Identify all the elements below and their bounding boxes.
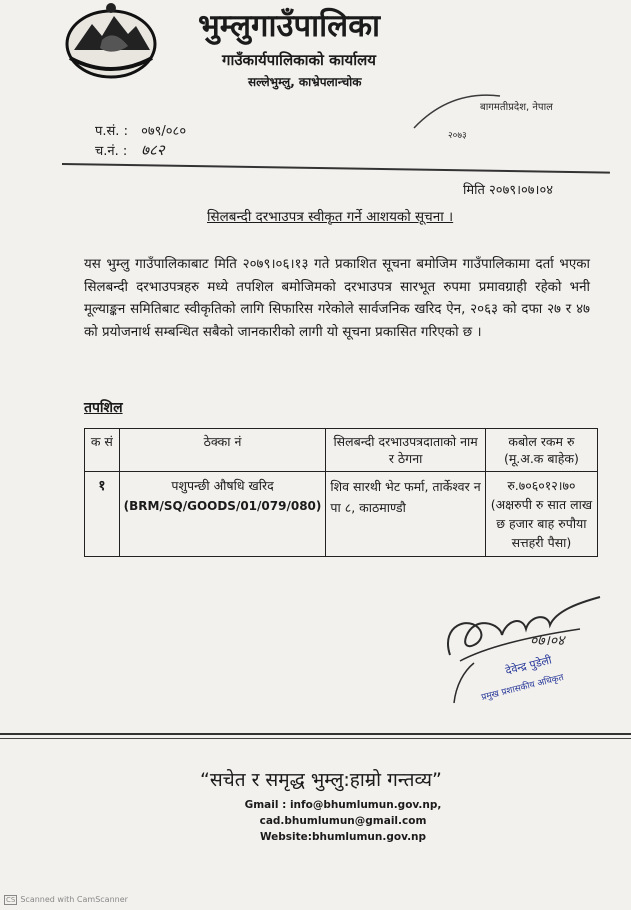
col-contract-header: ठेक्का नं — [119, 429, 326, 472]
nepal-emblem-logo — [62, 0, 160, 80]
ref-ps-label: प.सं. : — [95, 124, 128, 139]
row-bidder: शिव सारथी भेट फर्मा, तार्केश्वर न पा ८, काठमाण्डौ — [326, 472, 485, 557]
signer-name: देवेन्द्र पुडेली — [504, 653, 554, 678]
notice-date: मिति २०७९।०७।०४ — [463, 183, 553, 198]
row-amount — [485, 472, 597, 557]
col-amount-header: कबोल रकम रु (मू.अ.क बाहेक) — [485, 429, 597, 472]
table-row — [85, 472, 598, 557]
dispatch-number — [95, 140, 165, 160]
footer-divider-thin — [0, 738, 631, 739]
signer-title: प्रमुख प्रशासकीय अधिकृत — [480, 672, 565, 704]
contract-name: पशुपन्छी औषधि खरिद — [171, 478, 274, 493]
table-header-row — [85, 429, 598, 472]
municipality-slogan: “सचेत र समृद्ध भुम्लु:हाम्रो गन्तव्य” — [200, 769, 442, 791]
col-bidder-header: सिलबन्दी दरभाउपत्रदाताको नाम र ठेगना — [326, 429, 485, 472]
contract-code: (BRM/SQ/GOODS/01/079/080) — [123, 499, 322, 513]
ref-cn-value: ७८२ — [141, 141, 165, 159]
ref-cn-label: च.नं. : — [95, 144, 128, 159]
amount-words: (अक्षरुपी रु सात लाख छ हजार बाह रुपौया सत्तहरी पैसा) — [490, 497, 593, 550]
details-heading: तपशिल — [84, 400, 123, 416]
municipality-name: भुम्लुगाउँपालिका — [198, 8, 381, 44]
seal-year: २०७३ — [448, 131, 467, 141]
official-seal-stamp — [410, 88, 580, 148]
scanner-note: Scanned with CamScanner — [20, 895, 128, 904]
footer-divider — [0, 733, 631, 735]
row-contract — [119, 472, 326, 557]
notice-body: यस भुम्लु गाउँपालिकाबाट मिति २०७९।०६।१३ गते प्रकाशित सूचना बमोजिम गाउँपालिकामा दर्ता भएका सिलबन्दी दरभाउपत्रहरु मध्ये तपशिल बमोजिमको दरभाउपत्र सारभूत रुपमा प्रमावग्राही रहेको भनी मूल्याङ्कन समितिबाट स्वीकृतिको लागि सिफारिस गरेकोले सार्वजनिक खरिद ऐन, २०६३ को दफा २७ र ४७ को प्रयोजनार्थ सम्बन्धित सबैको जानकारीको लागी यो सूचना प्रकासित गरिएको छ । — [84, 257, 590, 340]
col-serial-header: क सं — [85, 429, 120, 472]
signature-date: ०७।०४ — [530, 633, 565, 649]
reference-number — [95, 121, 186, 139]
seal-text: बागमतीप्रदेश, नेपाल — [480, 102, 553, 113]
office-address: सल्लेभुम्लु, काभ्रेपलान्चोक — [248, 75, 362, 89]
bid-details-table — [84, 428, 598, 557]
contact-email: Gmail : info@bhumlumun.gov.np, cad.bhumlumun@gmail.com — [244, 799, 442, 827]
header-divider — [62, 163, 610, 174]
scanner-watermark — [4, 895, 128, 905]
contact-info — [188, 797, 498, 845]
row-serial: १ — [85, 472, 120, 557]
office-name: गाउँकार्यपालिकाको कार्यालय — [222, 51, 377, 69]
contact-website: Website:bhumlumun.gov.np — [259, 831, 427, 843]
notice-title: सिलबन्दी दरभाउपत्र स्वीकृत गर्ने आशयको सूचना । — [207, 209, 454, 225]
amount-figure: रु.७०६०१२।७० — [507, 478, 576, 493]
ref-ps-value: ०७९/०८० — [141, 124, 187, 139]
camscanner-icon: CS — [6, 896, 16, 904]
